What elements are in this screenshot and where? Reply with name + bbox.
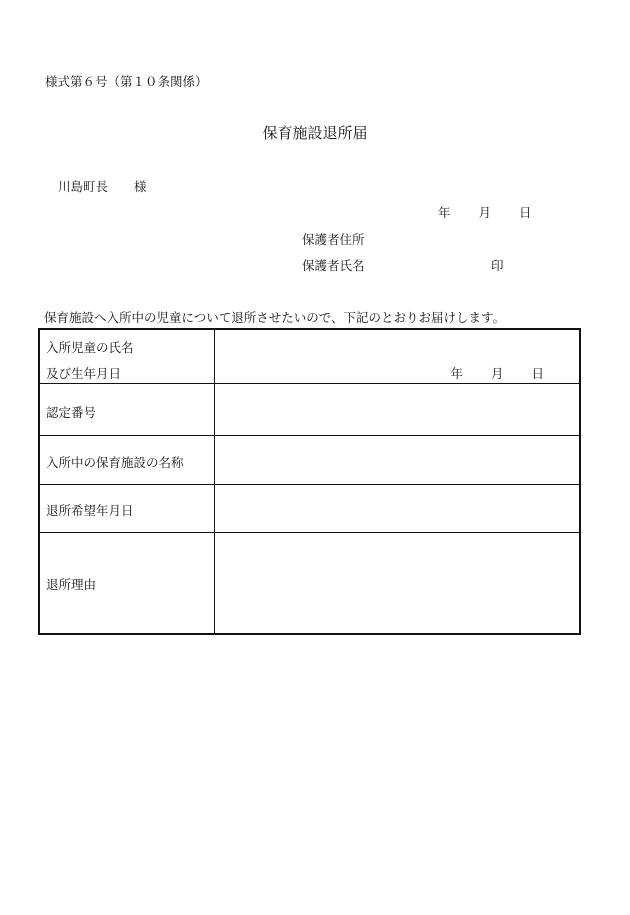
certification-number-label-cell: [40, 384, 215, 435]
facility-name-label-cell: [40, 436, 215, 484]
addressee: [58, 177, 147, 195]
table-row-facility-name: [40, 436, 579, 485]
certification-number-label: 認定番号: [46, 405, 97, 420]
withdrawal-form-table: [38, 328, 581, 635]
birth-year-label: 年: [450, 366, 463, 381]
guardian-address-label: 保護者住所: [302, 232, 365, 247]
table-row-certification-number: [40, 384, 579, 436]
child-name-value-cell[interactable]: [215, 330, 579, 383]
withdrawal-date-label: 退所希望年月日: [46, 503, 134, 518]
table-row-child-name: [40, 330, 579, 384]
guardian-name-label: 保護者氏名: [302, 258, 365, 273]
form-number: 様式第６号（第１０条関係）: [45, 74, 208, 89]
withdrawal-date-value-cell[interactable]: [215, 485, 579, 532]
submission-year-label: 年: [438, 205, 451, 220]
birth-date: [450, 364, 544, 382]
table-row-withdrawal-date: [40, 485, 579, 533]
child-name-label-line2: 及び生年月日: [46, 366, 122, 381]
addressee-name: 川島町長: [58, 179, 109, 194]
intro-text: 保育施設へ入所中の児童について退所させたいので、下記のとおりお届けします。: [44, 310, 506, 325]
seal-mark: 印: [491, 258, 504, 273]
table-row-withdrawal-reason: [40, 533, 579, 633]
document-title: 保育施設退所届: [262, 124, 368, 142]
withdrawal-reason-label: 退所理由: [46, 577, 97, 592]
submission-date: [438, 203, 532, 221]
withdrawal-reason-label-cell: [40, 533, 215, 633]
child-name-label-line1: 入所児童の氏名: [46, 340, 134, 355]
submission-month-label: 月: [478, 205, 492, 220]
child-name-label-cell: [40, 330, 215, 383]
addressee-honorific: 様: [134, 179, 147, 194]
withdrawal-date-label-cell: [40, 485, 215, 532]
birth-day-label: 日: [531, 366, 544, 381]
withdrawal-reason-value-cell[interactable]: [215, 533, 579, 633]
facility-name-value-cell[interactable]: [215, 436, 579, 484]
facility-name-label: 入所中の保育施設の名称: [46, 455, 184, 470]
certification-number-value-cell[interactable]: [215, 384, 579, 435]
birth-month-label: 月: [490, 366, 504, 381]
submission-day-label: 日: [519, 205, 532, 220]
